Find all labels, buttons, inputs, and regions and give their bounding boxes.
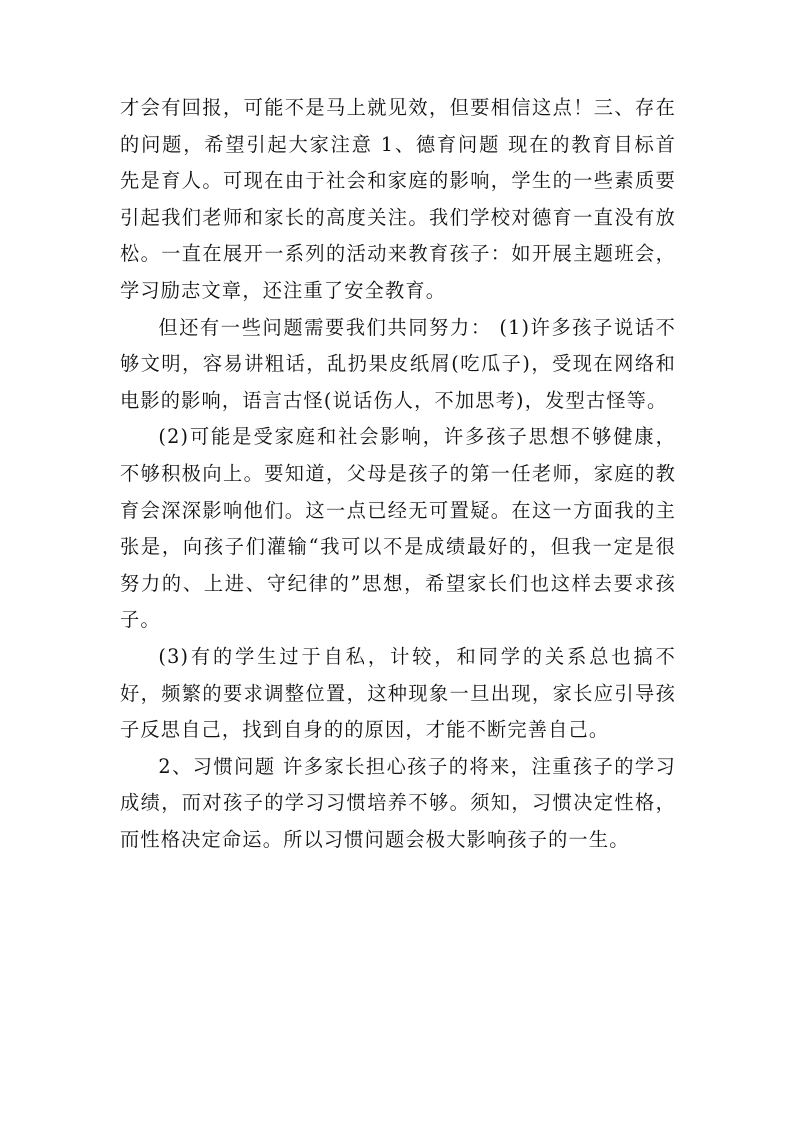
- paragraph-3: (2)可能是受家庭和社会影响，许多孩子思想不够健康，不够积极向上。要知道，父母是孩子的第一任老师，家庭的教育会深深影响他们。这一点已经无可置疑。在这一方面我的主张是，向孩子们灌输“我可以不是成绩最好的，但我一定是很努力的、上进、守纪律的”思想，希望家长们也这样去要求孩子。: [120, 425, 676, 632]
- document-body: [120, 90, 676, 858]
- paragraph-5: 2、习惯问题 许多家长担心孩子的将来，注重孩子的学习成绩，而对孩子的学习习惯培养不够。须知，习惯决定性格，而性格决定命运。所以习惯问题会极大影响孩子的一生。: [120, 754, 676, 851]
- paragraph-1: 才会有回报，可能不是马上就见效，但要相信这点！三、存在的问题，希望引起大家注意 1、德育问题 现在的教育目标首先是育人。可现在由于社会和家庭的影响，学生的一些素质要引起我们老师和家长的高度关注。我们学校对德育一直没有放松。一直在展开一系列的活动来教育孩子：如开展主题班会，学习励志文章，还注重了安全教育。: [120, 96, 676, 302]
- paragraph-2: 但还有一些问题需要我们共同努力： (1)许多孩子说话不够文明，容易讲粗话，乱扔果皮纸屑(吃瓜子)，受现在网络和电影的影响，语言古怪(说话伤人，不加思考)，发型古怪等。: [120, 315, 676, 412]
- paragraph-4: (3)有的学生过于自私，计较，和同学的关系总也搞不好，频繁的要求调整位置，这种现象一旦出现，家长应引导孩子反思自己，找到自身的的原因，才能不断完善自己。: [120, 644, 676, 742]
